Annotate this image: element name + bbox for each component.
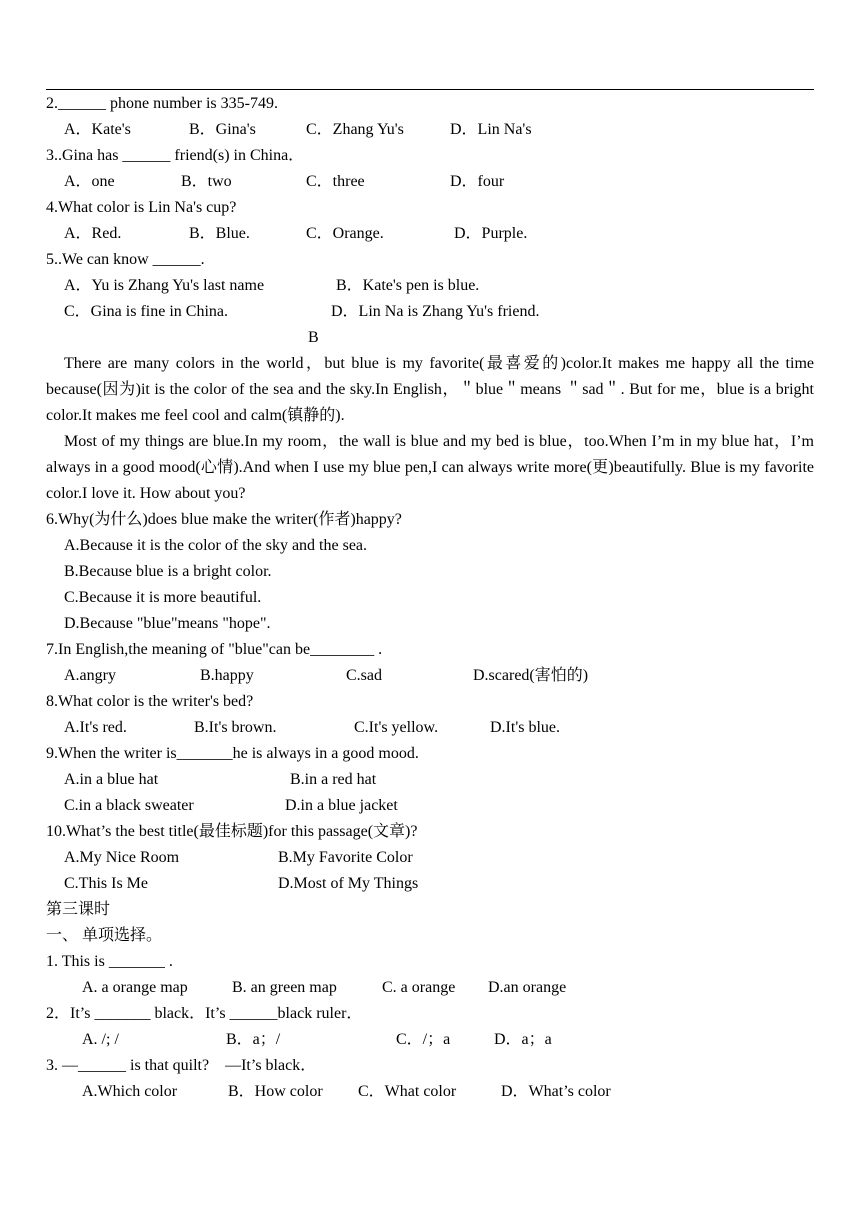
q6-option-c: C.Because it is more beautiful. bbox=[64, 589, 262, 606]
q3-option-c: C．three bbox=[306, 173, 365, 190]
q9-option-c: C.in a black sweater bbox=[64, 797, 194, 814]
passage-paragraph-2: Most of my things are blue.In my room，the wall is blue and my bed is blue，too.When I’m in my blue hat，I’m always in a good mood(心情).And when I use my blue pen,I can always write more(更)beautifully. Blue is my favorite color.I love it. How about you? bbox=[46, 433, 814, 502]
q8-option-b: B.It's brown. bbox=[194, 719, 277, 736]
q10-option-a: A.My Nice Room bbox=[64, 849, 180, 866]
l3-q3-option-c: C．What color bbox=[358, 1083, 457, 1100]
q4-option-a: A．Red. bbox=[64, 225, 122, 242]
l3-q1-option-c: C. a orange bbox=[382, 979, 456, 996]
q2-option-d: D．Lin Na's bbox=[450, 121, 532, 138]
q10-option-b: B.My Favorite Color bbox=[278, 849, 413, 866]
q4-option-d: D．Purple. bbox=[454, 225, 528, 242]
question-2-options bbox=[0, 117, 860, 143]
section-b-heading: B bbox=[308, 329, 319, 346]
q3-option-a: A．one bbox=[64, 173, 115, 190]
q8-option-c: C.It's yellow. bbox=[354, 719, 439, 736]
q4-option-b: B．Blue. bbox=[189, 225, 250, 242]
lesson-3-question-1-stem: 1. This is _______ . bbox=[46, 953, 173, 970]
question-8-stem: 8.What color is the writer's bed? bbox=[46, 693, 254, 710]
lesson-3-question-2-options bbox=[0, 1027, 860, 1053]
q9-option-d: D.in a blue jacket bbox=[285, 797, 398, 814]
q10-option-c: C.This Is Me bbox=[64, 875, 148, 892]
question-9-options-row1 bbox=[0, 767, 860, 793]
question-7-options bbox=[0, 663, 860, 689]
question-4-options bbox=[0, 221, 860, 247]
question-10-options-row1 bbox=[0, 845, 860, 871]
question-9-options-row2 bbox=[0, 793, 860, 819]
question-3-stem: 3..Gina has ______ friend(s) in China． bbox=[46, 147, 305, 164]
q3-option-d: D．four bbox=[450, 173, 505, 190]
q5-option-c: C．Gina is fine in China. bbox=[64, 303, 228, 320]
lesson-3-title: 第三课时 bbox=[46, 901, 111, 918]
question-8-options bbox=[0, 715, 860, 741]
q2-option-a: A．Kate's bbox=[64, 121, 131, 138]
l3-q3-option-d: D．What’s color bbox=[501, 1083, 611, 1100]
q8-option-d: D.It's blue. bbox=[490, 719, 560, 736]
q6-option-a: A.Because it is the color of the sky and the sea. bbox=[64, 537, 368, 554]
q5-option-b: B．Kate's pen is blue. bbox=[336, 277, 480, 294]
l3-q2-option-d: D．a；a bbox=[494, 1031, 552, 1048]
q10-option-d: D.Most of My Things bbox=[278, 875, 419, 892]
q5-option-d: D．Lin Na is Zhang Yu's friend. bbox=[331, 303, 540, 320]
question-10-stem: 10.What’s the best title(最佳标题)for this passage(文章)? bbox=[46, 823, 418, 840]
q7-option-b: B.happy bbox=[200, 667, 254, 684]
q8-option-a: A.It's red. bbox=[64, 719, 127, 736]
l3-q2-option-a: A. /; / bbox=[82, 1031, 119, 1048]
question-5-options-row1 bbox=[0, 273, 860, 299]
q2-option-c: C．Zhang Yu's bbox=[306, 121, 404, 138]
question-9-stem: 9.When the writer is_______he is always in a good mood. bbox=[46, 745, 419, 762]
q7-option-c: C.sad bbox=[346, 667, 382, 684]
l3-q1-option-b: B. an green map bbox=[232, 979, 337, 996]
lesson-3-question-3-stem: 3. —______ is that quilt? —It’s black． bbox=[46, 1057, 317, 1074]
l3-q2-option-b: B．a；/ bbox=[226, 1031, 281, 1048]
question-3-options bbox=[0, 169, 860, 195]
question-5-options-row2 bbox=[0, 299, 860, 325]
q2-option-b: B．Gina's bbox=[189, 121, 256, 138]
q7-option-a: A.angry bbox=[64, 667, 116, 684]
question-6-stem: 6.Why(为什么)does blue make the writer(作者)happy? bbox=[46, 511, 402, 528]
lesson-3-section-heading: 一、 单项选择。 bbox=[46, 927, 163, 944]
question-5-stem: 5..We can know ______. bbox=[46, 251, 205, 268]
q4-option-c: C．Orange. bbox=[306, 225, 384, 242]
q9-option-b: B.in a red hat bbox=[290, 771, 377, 788]
passage-paragraph-1: There are many colors in the world，but blue is my favorite(最喜爱的)color.It makes me happy all the time because(因为)it is the color of the sea and the sky.In English，＂blue＂means ＂sad＂. But for me，blue is a bright color.It makes me feel cool and calm(镇静的). bbox=[46, 355, 814, 424]
l3-q3-option-b: B．How color bbox=[228, 1083, 323, 1100]
l3-q2-option-c: C．/；a bbox=[396, 1031, 451, 1048]
q6-option-d: D.Because "blue"means "hope". bbox=[64, 615, 271, 632]
question-4-stem: 4.What color is Lin Na's cup? bbox=[46, 199, 237, 216]
lesson-3-question-2-stem: 2．It’s _______ black．It’s ______black ruler． bbox=[46, 1005, 363, 1022]
q6-option-b: B.Because blue is a bright color. bbox=[64, 563, 272, 580]
question-7-stem: 7.In English,the meaning of "blue"can be________ . bbox=[46, 641, 383, 658]
l3-q1-option-a: A. a orange map bbox=[82, 979, 188, 996]
q7-option-d: D.scared(害怕的) bbox=[473, 667, 589, 684]
lesson-3-question-3-options bbox=[0, 1079, 860, 1105]
q3-option-b: B．two bbox=[181, 173, 232, 190]
question-2-stem: 2.______ phone number is 335-749. bbox=[46, 95, 278, 112]
l3-q3-option-a: A.Which color bbox=[82, 1083, 178, 1100]
header-rule bbox=[46, 89, 814, 90]
l3-q1-option-d: D.an orange bbox=[488, 979, 567, 996]
q9-option-a: A.in a blue hat bbox=[64, 771, 159, 788]
lesson-3-question-1-options bbox=[0, 975, 860, 1001]
q5-option-a: A．Yu is Zhang Yu's last name bbox=[64, 277, 265, 294]
question-10-options-row2 bbox=[0, 871, 860, 897]
